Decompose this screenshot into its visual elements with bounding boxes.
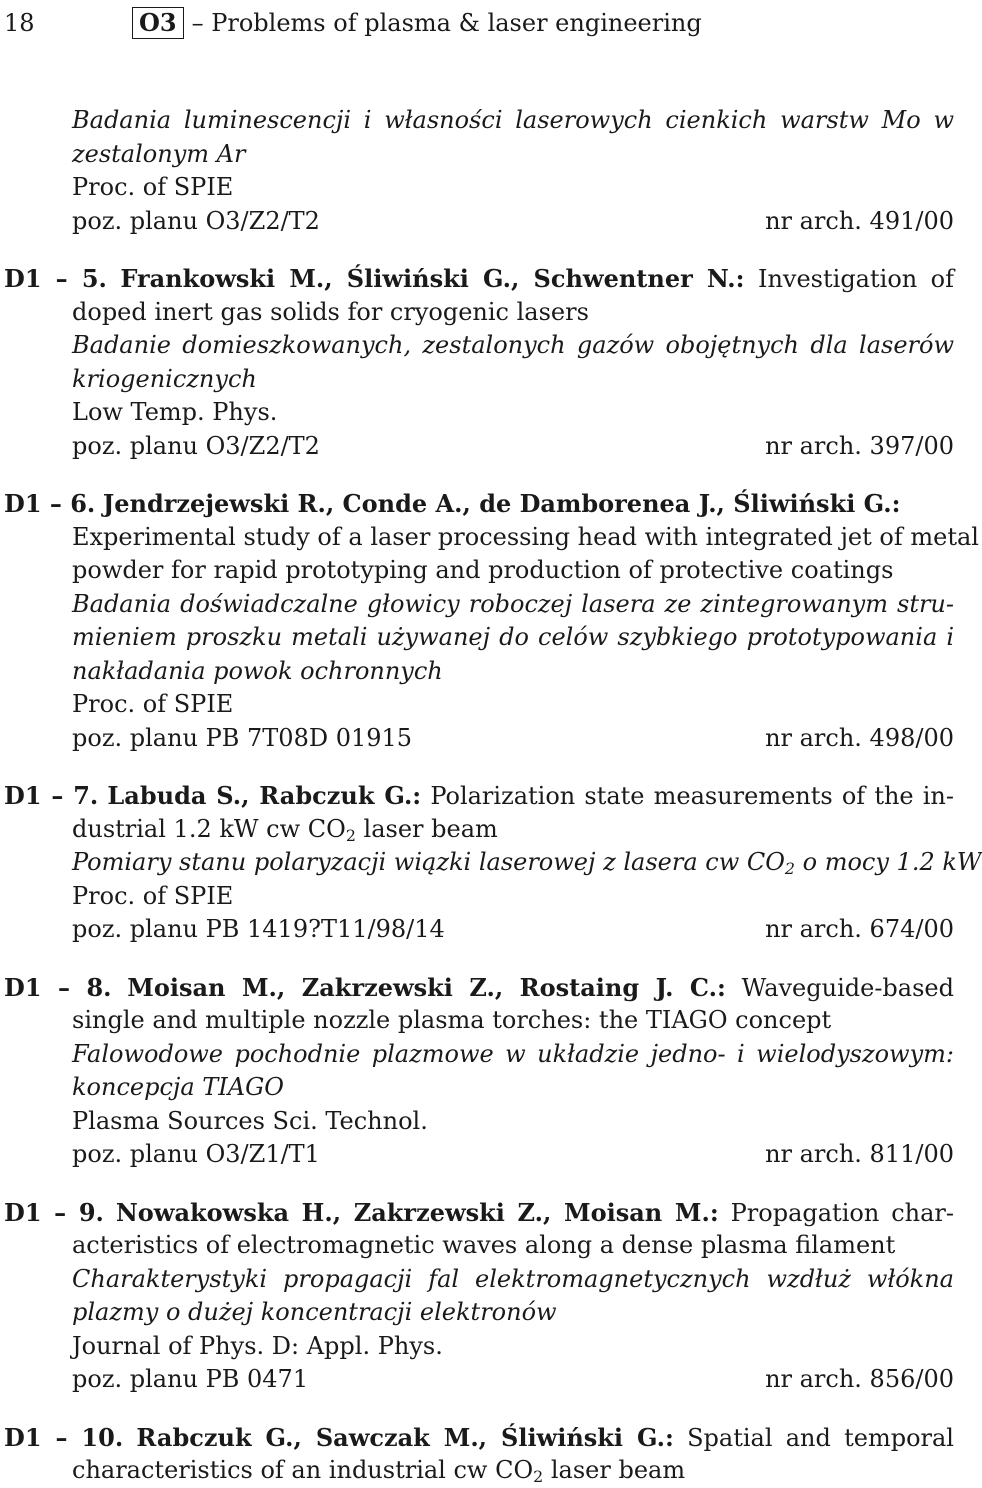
- entry-title: Investigation of: [757, 265, 954, 293]
- publication-list: [0, 104, 982, 1488]
- entry-heading-line: [0, 262, 960, 296]
- plan-number: poz. planu O3/Z1/T1: [72, 1140, 320, 1168]
- publication-entry: [0, 1196, 960, 1397]
- archive-number: nr arch. 811/00: [765, 1140, 954, 1168]
- entry-prefix: D1 – 10.: [4, 1422, 124, 1452]
- publication-entry: [0, 487, 979, 755]
- entry-title: Polarization state measurements of the in-: [430, 782, 954, 810]
- entry-prefix: D1 – 7.: [4, 781, 99, 810]
- entry-authors: Jendrzejewski R., Conde A., de Damborenea J., Śliwiński G.:: [102, 489, 901, 518]
- plan-archive-row: [0, 205, 960, 239]
- archive-number: nr arch. 674/00: [765, 915, 954, 943]
- page-header: [4, 6, 702, 40]
- journal: Journal of Phys. D: Appl. Phys.: [72, 1331, 443, 1360]
- subscript: 2: [784, 858, 795, 878]
- plan-archive-row: [0, 722, 960, 756]
- polish-title-line: koncepcja TIAGO: [72, 1073, 284, 1101]
- polish-title-line: [0, 846, 982, 880]
- entry-prefix: D1 – 6.: [4, 489, 96, 518]
- entry-title-line: doped inert gas solids for cryogenic lasers: [72, 297, 589, 326]
- journal: Low Temp. Phys.: [72, 398, 278, 426]
- entry-title: Spatial and temporal: [687, 1423, 954, 1452]
- journal: Proc. of SPIE: [72, 881, 234, 910]
- entry-title-line: powder for rapid prototyping and production of protective coatings: [72, 556, 894, 584]
- plan-number: poz. planu PB 1419?T11/98/14: [72, 915, 445, 943]
- polish-title-line: mieniem proszku metali używanej do celów szybkiego prototypowania i: [72, 623, 954, 651]
- archive-number: nr arch. 397/00: [765, 431, 954, 460]
- polish-title-line: kriogenicznych: [72, 364, 257, 393]
- title-text: o mocy 1.2 kW: [795, 848, 982, 876]
- plan-number: poz. planu O3/Z2/T2: [72, 431, 320, 460]
- section-code-box: O3: [132, 7, 184, 39]
- entry-title: Propagation char-: [730, 1198, 955, 1227]
- journal: Proc. of SPIE: [72, 690, 234, 718]
- plan-archive-row: [0, 1138, 960, 1172]
- entry-authors: Moisan M., Zakrzewski Z., Rostaing J. C.:: [127, 972, 726, 1002]
- title-text: laser beam: [543, 1456, 686, 1484]
- polish-title-line: nakładania powok ochronnych: [72, 656, 443, 685]
- entry-title-line: acteristics of electromagnetic waves along a dense plasma filament: [72, 1231, 896, 1259]
- polish-title-line: Charakterystyki propagacji fal elektromagnetycznych wzdłuż włókna: [72, 1264, 954, 1293]
- title-text: laser beam: [355, 814, 498, 843]
- entry-heading-line: [0, 1196, 960, 1230]
- entry-title-line: single and multiple nozzle plasma torches: the TIAGO concept: [72, 1006, 832, 1034]
- plan-archive-row: [0, 1363, 960, 1397]
- polish-title-line: Badania luminescencji i własności laserowych cienkich warstw Mo w: [72, 106, 954, 134]
- entry-prefix: D1 – 8.: [4, 972, 112, 1002]
- archive-number: nr arch. 856/00: [765, 1365, 954, 1393]
- polish-title-line: Badania doświadczalne głowicy roboczej lasera ze zintegrowanym stru-: [72, 589, 954, 618]
- entry-title-line: Experimental study of a laser processing head with integrated jet of metal: [72, 522, 979, 551]
- entry-title-line: [0, 1454, 960, 1488]
- plan-number: poz. planu PB 0471: [72, 1365, 309, 1393]
- entry-authors: Rabczuk G., Sawczak M., Śliwiński G.:: [136, 1422, 674, 1452]
- plan-number: poz. planu PB 7T08D 01915: [72, 723, 413, 752]
- subscript: 2: [533, 1466, 544, 1486]
- polish-title-line: Badanie domieszkowanych, zestalonych gazów obojętnych dla laserów: [72, 331, 954, 359]
- title-text: characteristics of an industrial cw CO: [72, 1456, 534, 1484]
- publication-entry: [0, 1421, 960, 1488]
- subscript: 2: [345, 825, 356, 845]
- polish-title-line: Falowodowe pochodnie plazmowe w układzie jedno- i wielodyszowym:: [72, 1039, 954, 1068]
- publication-entry: [0, 262, 960, 463]
- journal: Plasma Sources Sci. Technol.: [72, 1106, 428, 1135]
- publication-entry: [0, 971, 960, 1172]
- entry-prefix: D1 – 5.: [4, 264, 107, 293]
- entry-title-line: [0, 813, 960, 847]
- archive-number: nr arch. 491/00: [765, 206, 954, 235]
- entry-authors: Frankowski M., Śliwiński G., Schwentner N.:: [120, 264, 745, 293]
- entry-title: Waveguide-based: [741, 973, 954, 1002]
- page-number: 18: [4, 9, 35, 37]
- entry-prefix: D1 – 9.: [4, 1197, 104, 1227]
- title-text: Pomiary stanu polaryzacji wiązki laserowej z lasera cw CO: [72, 848, 785, 876]
- section-title: – Problems of plasma & laser engineering: [191, 9, 702, 37]
- entry-heading-line: [0, 971, 960, 1005]
- polish-title-line: plazmy o dużej koncentracji elektronów: [72, 1298, 557, 1326]
- plan-number: poz. planu O3/Z2/T2: [72, 206, 320, 235]
- entry-authors: Labuda S., Rabczuk G.:: [107, 781, 422, 810]
- plan-archive-row: [0, 430, 960, 464]
- publication-entry: [0, 779, 982, 947]
- archive-number: nr arch. 498/00: [765, 723, 954, 752]
- polish-title-line: zestalonym Ar: [72, 139, 246, 168]
- entry-heading-line: [0, 779, 960, 813]
- entry-heading-line: [0, 487, 960, 521]
- plan-archive-row: [0, 913, 960, 947]
- entry-continuation: [0, 104, 960, 238]
- entry-authors: Nowakowska H., Zakrzewski Z., Moisan M.:: [115, 1197, 719, 1227]
- title-text: dustrial 1.2 kW cw CO: [72, 814, 346, 843]
- entry-heading-line: [0, 1421, 960, 1455]
- journal: Proc. of SPIE: [72, 173, 234, 201]
